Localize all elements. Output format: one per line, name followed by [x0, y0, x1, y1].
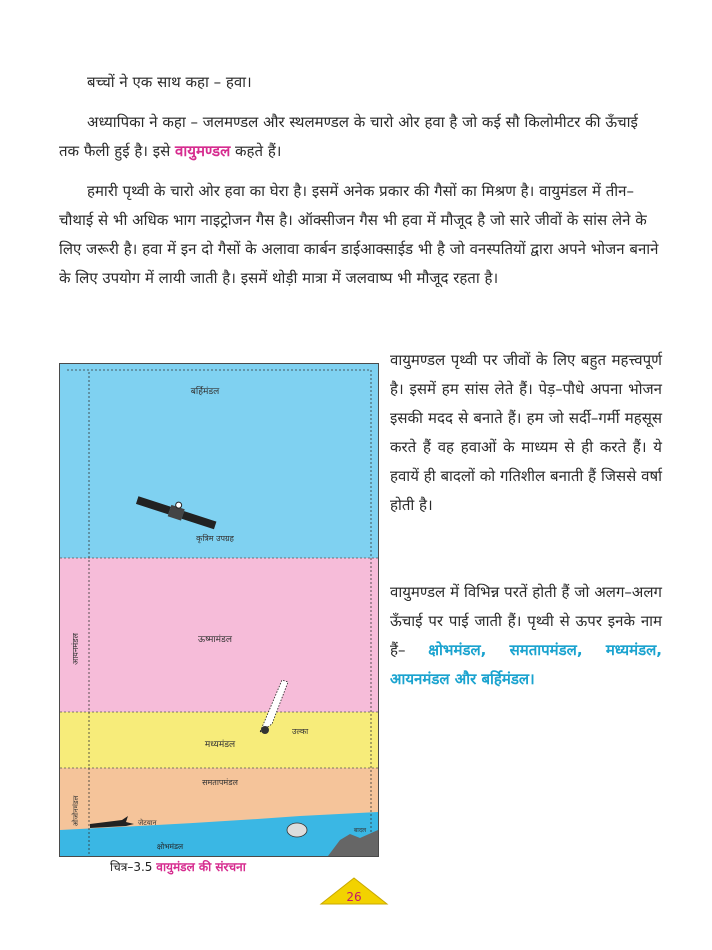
atmosphere-layers-list: क्षोभमंडल, समतापमंडल, मध्यमंडल, आयनमंडल और बर्हिमंडल।: [390, 641, 662, 688]
page-number-badge: [319, 876, 389, 906]
paragraph-2-text: अध्यापिका ने कहा – जलमण्डल और स्थलमण्डल के चारो ओर हवा है जो कई सौ किलोमीटर की ऊँचाई तक फैली हुई है। इसे: [59, 113, 638, 160]
figure-title: वायुमंडल की संरचना: [156, 860, 246, 874]
page-number: 26: [346, 890, 362, 904]
stratosphere-label: समतापमंडल: [202, 778, 238, 787]
cloud-icon: [287, 823, 307, 837]
exosphere-label: बर्हिमंडल: [190, 387, 220, 397]
side-paragraph-1: वायुमण्डल पृथ्वी पर जीवों के लिए बहुत महत्त्वपूर्ण है। इसमें हम सांस लेते हैं। पेड़–पौधे अपना भोजन इसकी मदद से बनाते हैं। हम जो सर्दी–गर्मी महसूस करते हैं वह हवाओं के माध्यम से ही करते हैं। ये हवायें ही बादलों को गतिशील बनाती हैं जिससे वर्षा होती है।: [390, 351, 662, 514]
ozone-label: ओजोनमंडल: [72, 795, 80, 827]
figure-caption: [110, 858, 246, 875]
meteor-label: उल्का: [292, 727, 309, 736]
side-paragraph-2: [390, 578, 662, 694]
side-paragraph-2-text: वायुमण्डल में विभिन्न परतें होती हैं जो अलग–अलग ऊँचाई पर पाई जाती हैं। पृथ्वी से ऊपर इनके नाम हैं–: [390, 583, 662, 659]
jet-label: जेटयान: [138, 819, 157, 827]
paragraph-2: [59, 108, 659, 166]
paragraph-1: बच्चों ने एक साथ कहा – हवा।: [87, 73, 252, 91]
satellite-label: कृत्रिम उपग्रह: [196, 534, 234, 543]
thermosphere-label: ऊष्मामंडल: [198, 635, 232, 645]
paragraph-2-end: कहते हैं।: [230, 142, 282, 160]
cloud-label: बादल: [353, 827, 367, 834]
atmosphere-figure: [59, 363, 379, 857]
ionosphere-label: आयनमंडल: [71, 633, 80, 665]
mesosphere-label: मध्यमंडल: [204, 740, 236, 750]
troposphere-label: क्षोभमंडल: [156, 842, 184, 851]
term-atmosphere: वायुमण्डल: [175, 142, 231, 160]
figure-number: चित्र–3.5: [110, 860, 153, 874]
paragraph-3: हमारी पृथ्वी के चारो ओर हवा का घेरा है। इसमें अनेक प्रकार की गैसों का मिश्रण है। वायुमंडल में तीन–चौथाई से भी अधिक भाग नाइट्रोजन गैस है। ऑक्सीजन गैस भी हवा में मौजूद है जो सारे जीवों के सांस लेने के लिए जरूरी है। हवा में इन दो गैसों के अलावा कार्बन डाईआक्साईड भी है जो वनस्पतियों द्वारा अपने भोजन बनाने के लिए उपयोग में लायी जाती है। इसमें थोड़ी मात्रा में जलवाष्प भी मौजूद रहता है।: [59, 182, 659, 287]
